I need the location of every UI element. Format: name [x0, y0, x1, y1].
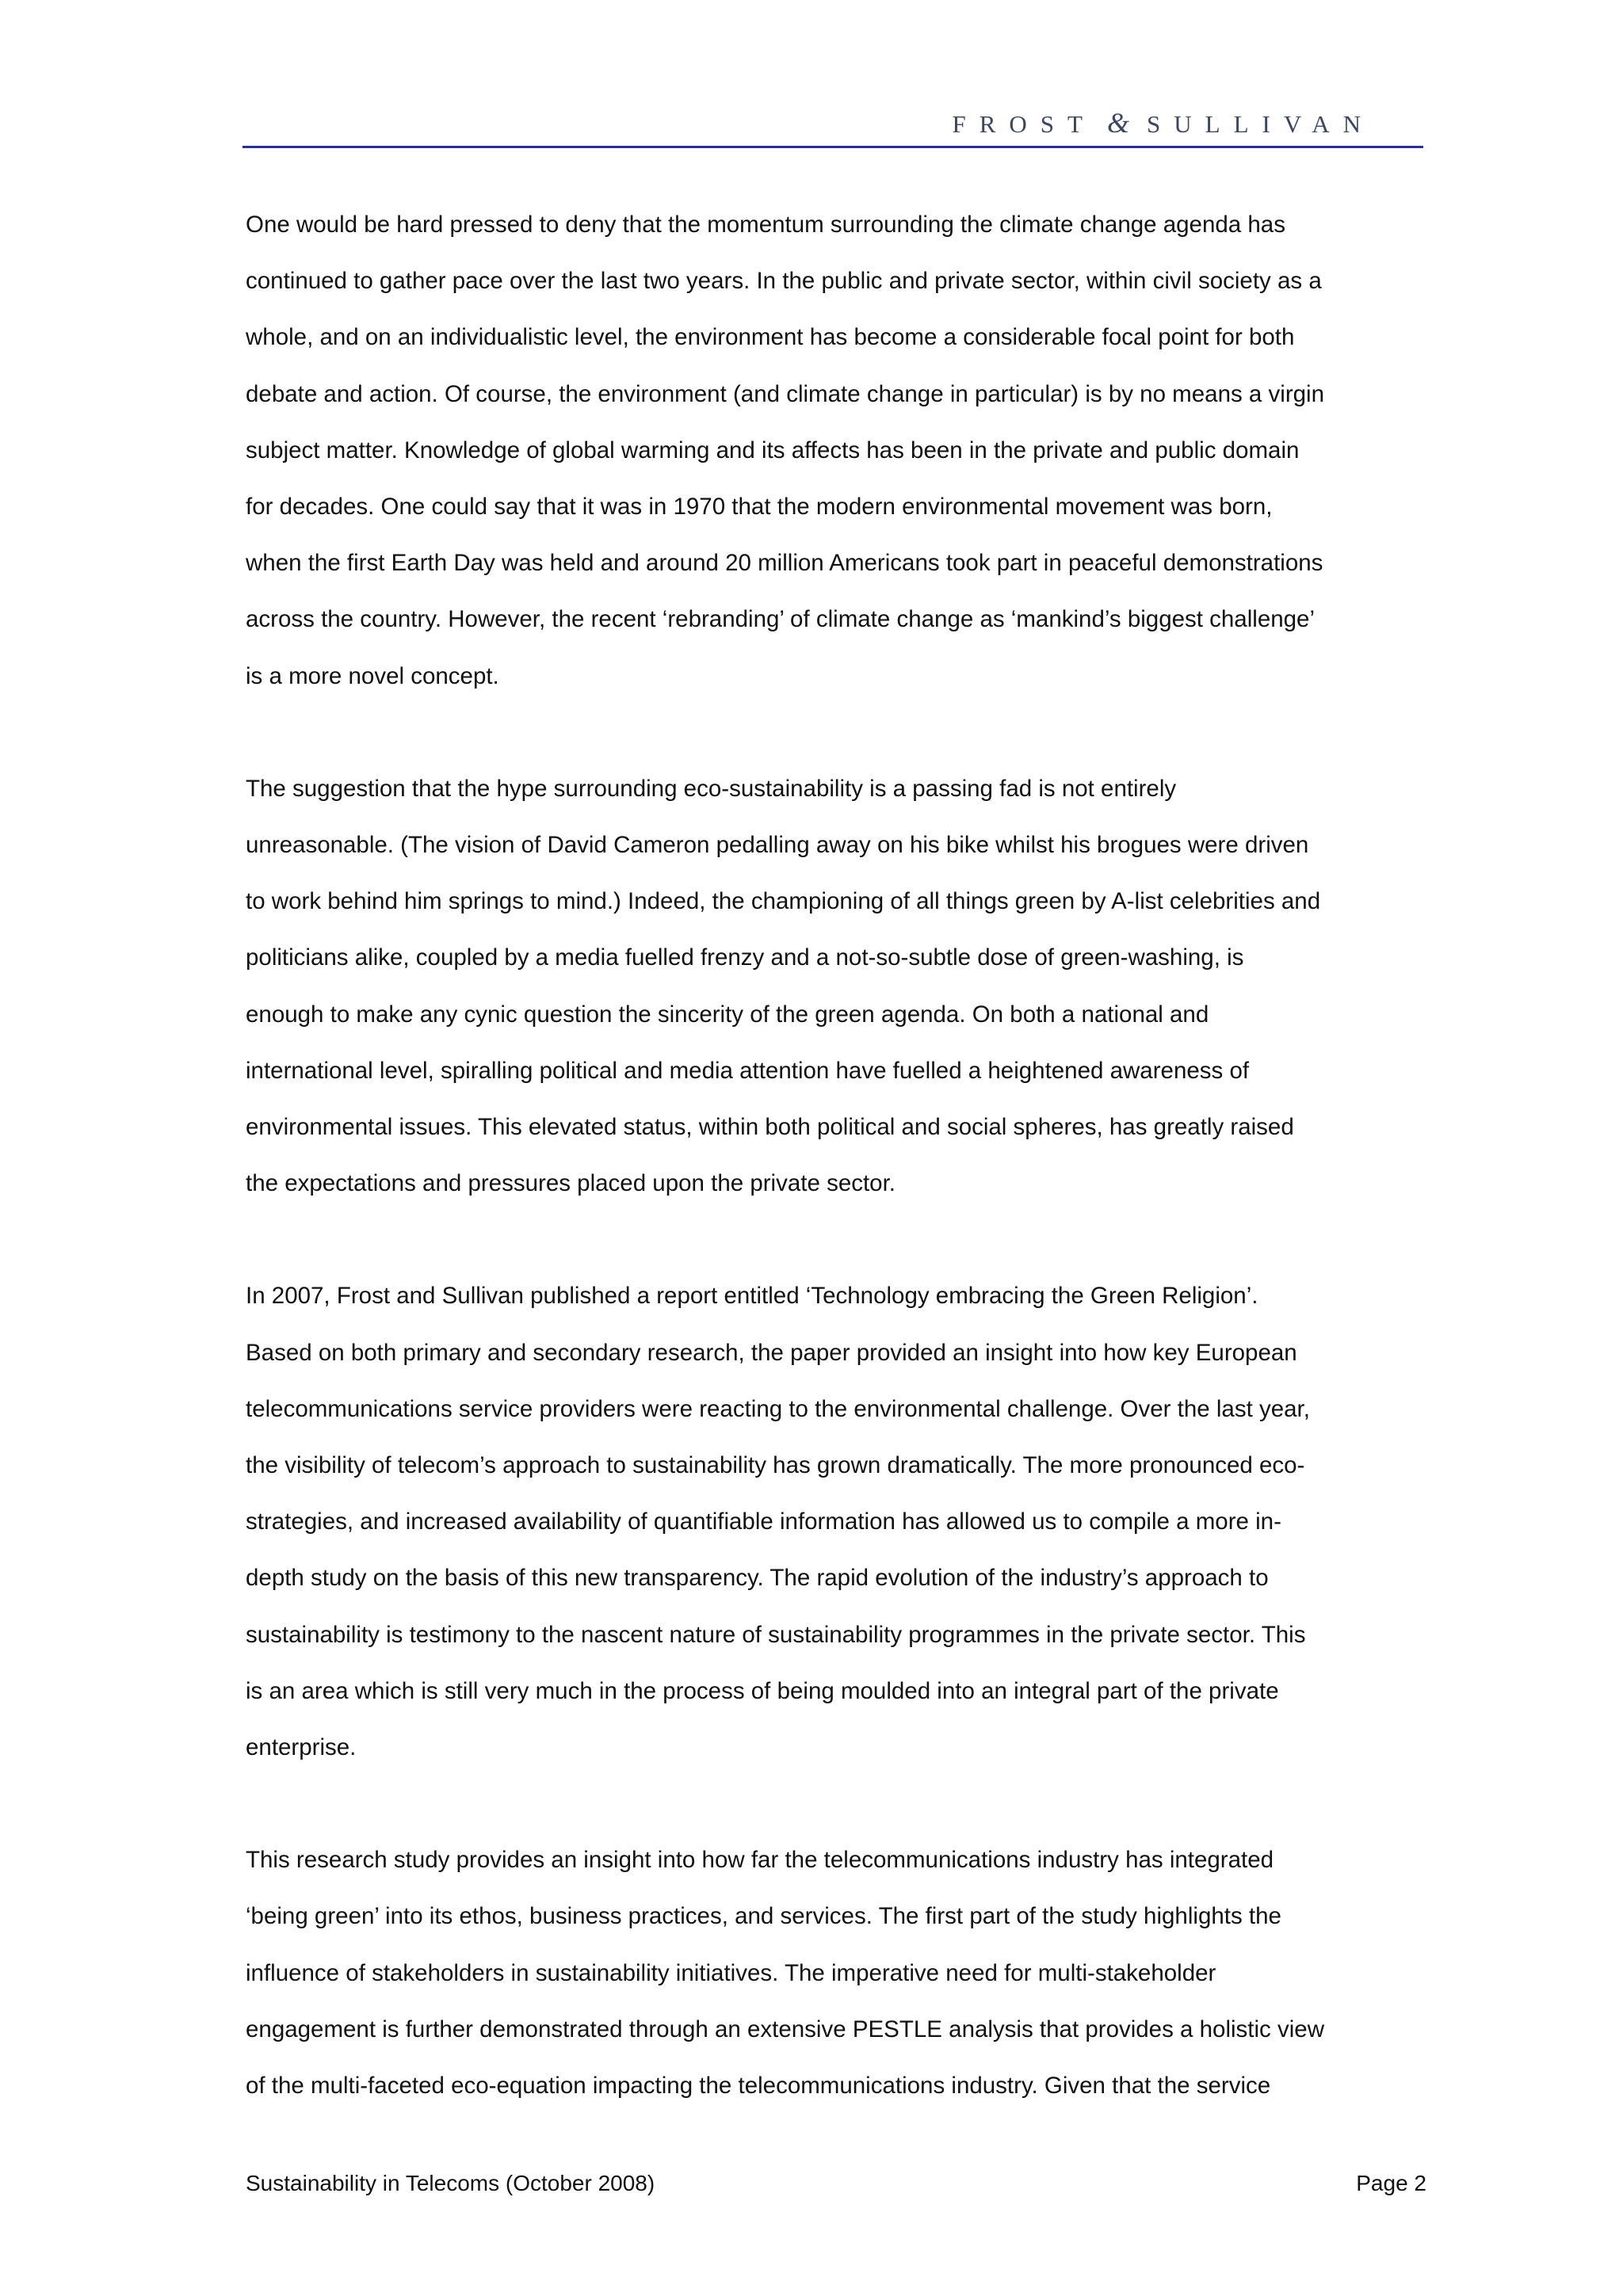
text-line: debate and action. Of course, the environment (and climate change in particular) is by no means a virgin — [246, 380, 1325, 407]
text-line: The suggestion that the hype surrounding eco-sustainability is a passing fad is not entirely — [246, 775, 1177, 802]
text-line: telecommunications service providers were reacting to the environmental challenge. Over the last year, — [246, 1395, 1310, 1422]
text-line: enterprise. — [246, 1734, 357, 1761]
text-line: enough to make any cynic question the sincerity of the green agenda. On both a national and — [246, 1001, 1209, 1028]
text-line: across the country. However, the recent ‘rebranding’ of climate change as ‘mankind’s biggest challenge’ — [246, 606, 1316, 633]
text-line: In 2007, Frost and Sullivan published a report entitled ‘Technology embracing the Green Religion’. — [246, 1283, 1258, 1310]
text-line: One would be hard pressed to deny that the momentum surrounding the climate change agenda has — [246, 212, 1285, 238]
text-line: for decades. One could say that it was in 1970 that the modern environmental movement was born, — [246, 494, 1273, 521]
logo-text-right: SULLIVAN — [1147, 110, 1374, 138]
paragraph-3 — [246, 1268, 1395, 1775]
text-line: subject matter. Knowledge of global warming and its affects has been in the private and public domain — [246, 437, 1300, 463]
text-line: This research study provides an insight into how far the telecommunications industry has integrated — [246, 1847, 1274, 1874]
paragraph-4 — [246, 1832, 1395, 2114]
text-line: is a more novel concept. — [246, 662, 499, 689]
text-line: influence of stakeholders in sustainability initiatives. The imperative need for multi-stakeholder — [246, 1959, 1216, 1986]
footer-document-title: Sustainability in Telecoms (October 2008) — [246, 2171, 655, 2195]
text-line: sustainability is testimony to the nascent nature of sustainability programmes in the private sector. This — [246, 1621, 1306, 1648]
text-line: depth study on the basis of this new transparency. The rapid evolution of the industry’s approach to — [246, 1565, 1269, 1592]
page-header — [242, 95, 1423, 151]
text-line: is an area which is still very much in the process of being moulded into an integral part of the private — [246, 1677, 1279, 1704]
text-line: ‘being green’ into its ethos, business practices, and services. The first part of the study highlights the — [246, 1903, 1281, 1930]
text-line: to work behind him springs to mind.) Indeed, the championing of all things green by A-list celebrities and — [246, 888, 1321, 915]
text-line: strategies, and increased availability of quantifiable information has allowed us to compile a more in- — [246, 1508, 1281, 1535]
text-line: international level, spiralling political and media attention have fuelled a heightened awareness of — [246, 1057, 1250, 1084]
text-line: the visibility of telecom’s approach to sustainability has grown dramatically. The more pronounced eco- — [246, 1452, 1305, 1479]
text-line: Based on both primary and secondary research, the paper provided an insight into how key European — [246, 1339, 1297, 1366]
page-footer — [246, 2171, 1426, 2203]
text-line: politicians alike, coupled by a media fuelled frenzy and a not-so-subtle dose of green-washing, is — [246, 944, 1244, 971]
page-number: Page 2 — [1356, 2171, 1426, 2195]
text-line: unreasonable. (The vision of David Cameron pedalling away on his bike whilst his brogues were driven — [246, 832, 1309, 859]
text-line: whole, and on an individualistic level, the environment has become a considerable focal point for both — [246, 324, 1295, 351]
text-line: of the multi-faceted eco-equation impacting the telecommunications industry. Given that the service — [246, 2073, 1271, 2100]
frost-sullivan-logo — [953, 106, 1375, 139]
header-divider — [242, 146, 1423, 148]
logo-ampersand: & — [1106, 107, 1129, 139]
text-line: when the first Earth Day was held and around 20 million Americans took part in peaceful demonstrations — [246, 550, 1323, 577]
paragraph-2 — [246, 761, 1395, 1212]
text-line: continued to gather pace over the last two years. In the public and private sector, within civil society as a — [246, 268, 1322, 295]
paragraph-1 — [246, 196, 1395, 704]
body-text — [246, 196, 1395, 2170]
text-line: the expectations and pressures placed upon the private sector. — [246, 1170, 896, 1197]
text-line: engagement is further demonstrated through an extensive PESTLE analysis that provides a holistic view — [246, 2016, 1325, 2042]
text-line: environmental issues. This elevated status, within both political and social spheres, has greatly raised — [246, 1114, 1294, 1141]
logo-text-left: FROST — [952, 110, 1096, 138]
